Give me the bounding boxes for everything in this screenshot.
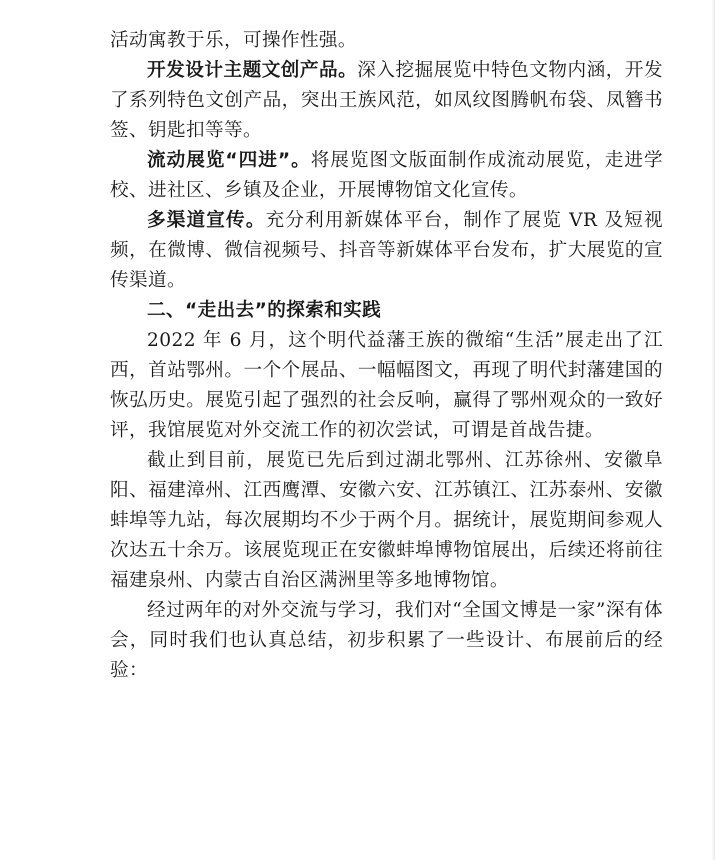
paragraph-continuation [110, 26, 663, 56]
section-heading: 二、“走出去”的探索和实践 [147, 300, 382, 321]
paragraph-text: 深入挖掘展览中特色文物内涵，开发了系列特色文创产品，突出王族风范，如凤纹图腾帆布袋、凤簪书签、钥匙扣等等。 [110, 60, 664, 141]
paragraph-text: 将展览图文版面制作成流动展览，走进学校、进社区、乡镇及企业，开展博物馆文化宣传。 [110, 150, 663, 201]
paragraph-lead: 开发设计主题文创产品。 [147, 60, 358, 81]
paragraph-text: 活动寓教于乐，可操作性强。 [110, 30, 357, 51]
paragraph-text: 截止到目前，展览已先后到过湖北鄂州、江苏徐州、安徽阜阳、福建漳州、江西鹰潭、安徽六安、江苏镇江、江苏泰州、安徽蚌埠等九站，每次展期均不少于两个月。据统计，展览期间参观人次达五十余万。该展览现正在安徽蚌埠博物馆展出，后续还将前往福建泉州、内蒙古自治区满洲里等多地博物馆。 [110, 450, 663, 591]
paragraph-text: 2022 年 6 月，这个明代益藩王族的微缩“生活”展走出了江西，首站鄂州。一个个展品、一幅幅图文，再现了明代封藩建国的恢弘历史。展览引起了强烈的社会反响，赢得了鄂州观众的一致好评，我馆展览对外交流工作的初次尝试，可谓是首战告捷。 [110, 330, 663, 441]
paragraph-text: 经过两年的对外交流与学习，我们对“全国文博是一家”深有体会，同时我们也认真总结，初步积累了一些设计、布展前后的经验： [110, 600, 663, 681]
paragraph-lead: 多渠道宣传。 [147, 210, 266, 231]
paragraph-lead: 流动展览“四进”。 [147, 150, 311, 171]
paragraph-tour-stops [110, 446, 663, 596]
paragraph-cultural-products [110, 56, 663, 146]
paragraph-first-stop [110, 326, 663, 446]
paragraph-text: 充分利用新媒体平台，制作了展览 VR 及短视频，在微博、微信视频号、抖音等新媒体平台发布，扩大展览的宣传渠道。 [110, 210, 663, 291]
paragraph-experience [110, 596, 663, 686]
paragraph-mobile-exhibition [110, 146, 663, 206]
paragraph-multichannel-promotion [110, 206, 663, 296]
